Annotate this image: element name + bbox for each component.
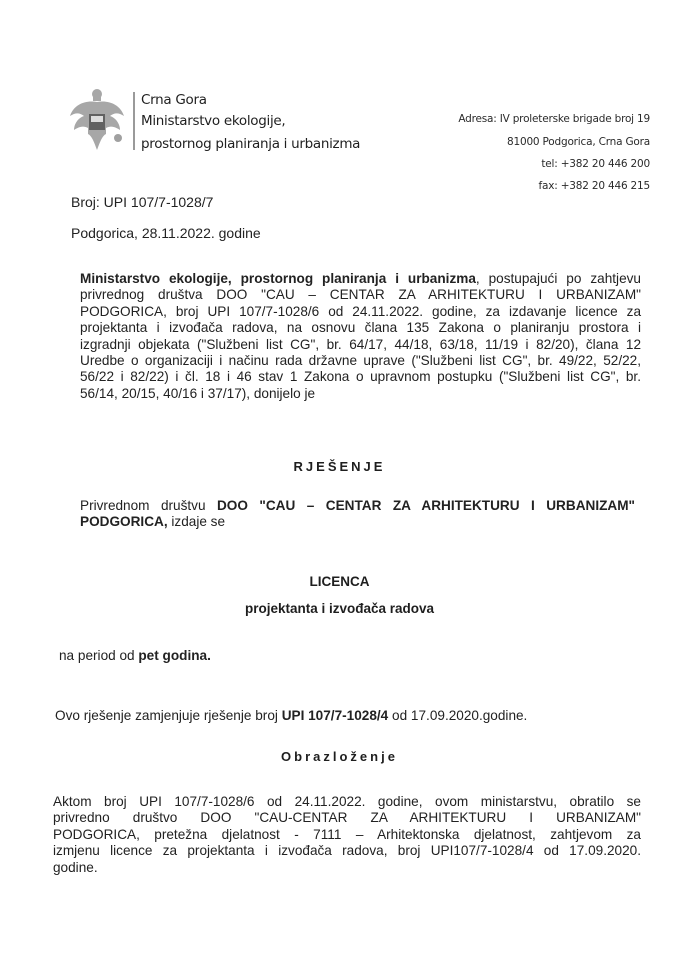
document-number: Broj: UPI 107/7-1028/7 <box>71 194 214 210</box>
telephone: tel: +382 20 446 200 <box>541 158 650 170</box>
intro-line-3: PODGORICA, broj UPI 107/7-1028/6 od 24.11.2022. godine, za izdavanje licence za <box>80 303 641 319</box>
ministry-name-line2: prostornog planiranja i urbanizma <box>141 136 361 152</box>
fax: fax: +382 20 446 215 <box>538 180 650 192</box>
reasoning-line-4: izmjenu licence za projektanta i izvođača radova, broj UPI107/7-1028/4 od 17.09.2020. <box>53 843 641 859</box>
reasoning-title: Obrazloženje <box>281 749 398 764</box>
address: Adresa: IV proleterske brigade broj 19 <box>458 113 650 125</box>
decision-title: RJEŠENJE <box>293 459 386 474</box>
country-name: Crna Gora <box>141 92 207 108</box>
intro-line-6: Uredbe o organizaciji i načinu rada državne uprave ("Službeni list CG", br. 49/22, 52/22, <box>80 353 641 369</box>
company-name: DOO "CAU – CENTAR ZA ARHITEKTURU I URBANIZAM" <box>216 498 635 513</box>
coat-of-arms-icon <box>66 86 128 156</box>
place-date: Podgorica, 28.11.2022. godine <box>71 225 261 241</box>
reasoning-line-5: godine. <box>53 859 98 875</box>
intro-line-2: privrednog društva DOO "CAU – CENTAR ZA ARHITEKTURU I URBANIZAM" <box>80 287 641 303</box>
intro-line-8: 56/14, 20/15, 40/16 i 37/17), donijelo je <box>80 385 316 401</box>
letterhead-divider <box>133 92 135 150</box>
reasoning-line-3: PODGORICA, pretežna djelatnost - 7111 – Arhitektonska djelatnost, zahtjevom za <box>53 826 641 842</box>
intro-paragraph <box>80 271 641 402</box>
replaces-statement: Ovo rješenje zamjenjuje rješenje broj UPI 107/7-1028/4 od 17.09.2020.godine. <box>55 708 528 723</box>
recipient-line-1: Privrednom društvu DOO "CAU – CENTAR ZA ARHITEKTURU I URBANIZAM" <box>80 498 635 513</box>
reasoning-line-1: Aktom broj UPI 107/7-1028/6 od 24.11.2022. godine, ovom ministarstvu, obratilo se <box>53 794 641 809</box>
reasoning-paragraph <box>53 794 641 876</box>
intro-line-1: Ministarstvo ekologije, prostornog planiranja i urbanizma, postupajući po zahtjevu <box>80 271 641 286</box>
recipient-line-2: PODGORICA, izdaje se <box>80 514 226 530</box>
intro-line-4: projektanta i izvođača radova, na osnovu člana 135 Zakona o planiranju prostora i <box>80 320 641 336</box>
license-subtitle: projektanta i izvođača radova <box>244 601 435 616</box>
intro-line-5: izgradnji objekata ("Službeni list CG", br. 64/17, 44/18, 63/18, 11/19 i 82/20), člana 12 <box>80 336 641 352</box>
ministry-bold: Ministarstvo ekologije, prostornog planiranja i urbanizma <box>80 271 476 286</box>
period-duration: pet godina. <box>138 648 211 663</box>
reasoning-line-2: privredno društvo DOO "CAU-CENTAR ZA ARHITEKTURU I URBANIZAM" <box>53 810 641 826</box>
ministry-name-line1: Ministarstvo ekologije, <box>141 113 286 129</box>
license-title: LICENCA <box>309 574 370 589</box>
recipient-paragraph <box>80 498 635 531</box>
license-period: na period od pet godina. <box>59 648 211 663</box>
city: 81000 Podgorica, Crna Gora <box>507 136 650 148</box>
intro-line-7: 56/22 i 82/22) i čl. 18 i 46 stav 1 Zakona o upravnom postupku ("Službeni list CG", br. <box>80 369 641 385</box>
replaced-decision-number: UPI 107/7-1028/4 <box>281 708 389 723</box>
